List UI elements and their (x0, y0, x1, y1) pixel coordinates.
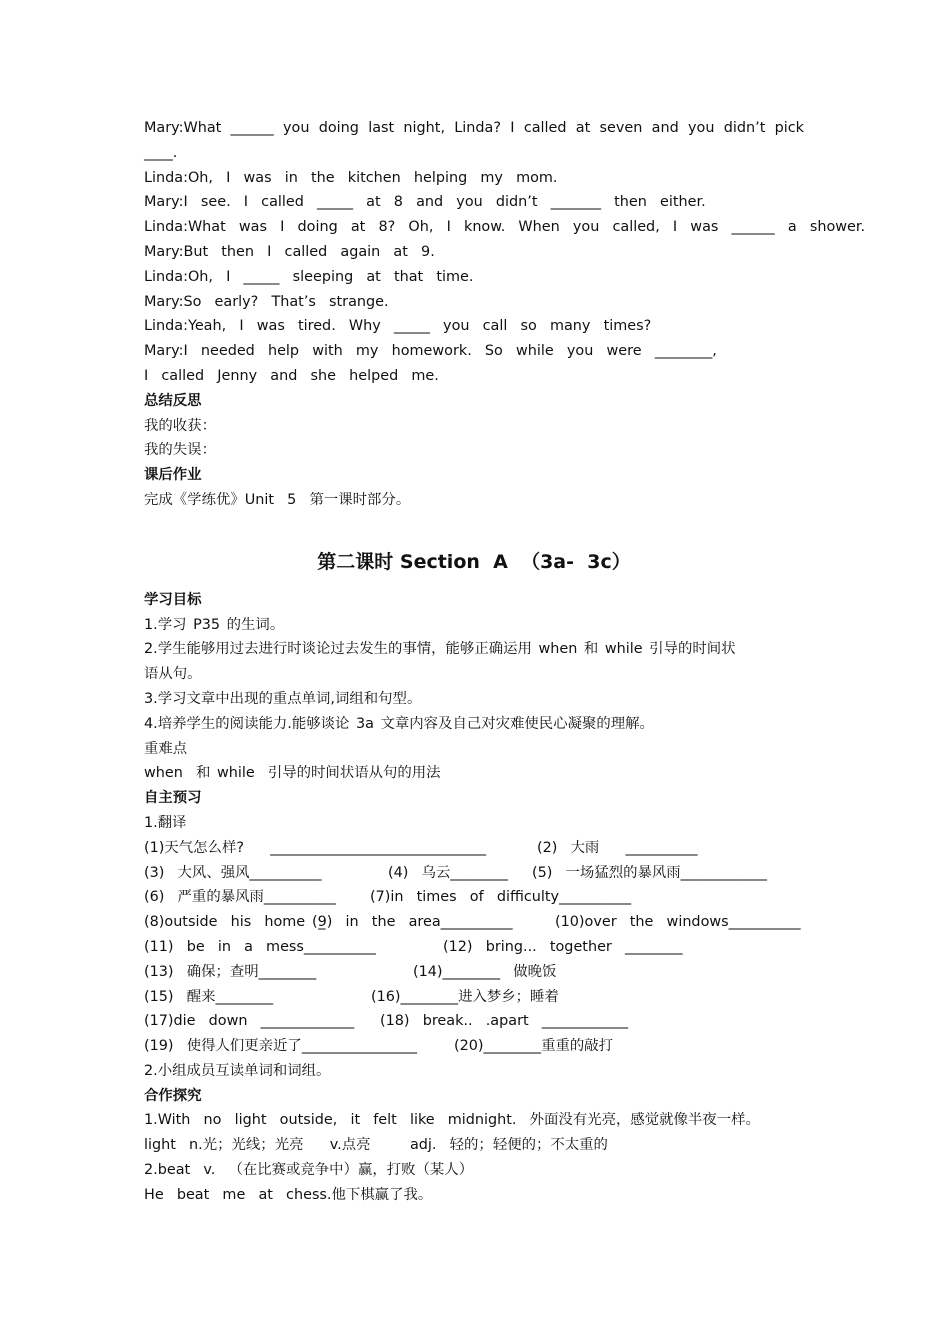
translation-item: (13) 确保；查明________ (144, 963, 317, 980)
preview-task: 2.小组成员互读单词和词组。 (144, 1062, 331, 1079)
translation-item: (8)outside his home _ (144, 914, 326, 931)
translation-row (144, 1034, 804, 1059)
translation-item: (5) 一场猛烈的暴风雨____________ (532, 864, 768, 881)
dialogue-line: Mary:So early? That’s strange. (144, 293, 389, 310)
translation-item: (20)________重重的敲打 (454, 1038, 614, 1055)
dialogue (144, 116, 866, 389)
dialogue-line: Mary:What ______ you doing last night, Linda? I called at seven and you didn’t pick (144, 120, 804, 136)
translation-row (144, 836, 804, 861)
translation-item: (7)in times of difficulty__________ (370, 889, 632, 906)
summary-heading: 总结反思 (144, 392, 202, 409)
explore-line: 2.beat v. （在比赛或竞争中）赢，打败（某人） (144, 1162, 474, 1179)
translation-row (144, 935, 804, 960)
translation-row (144, 985, 804, 1010)
dialogue-line: ____. (144, 144, 178, 161)
goal-item: 2.学生能够用过去进行时谈论过去发生的事情，能够正确运用 when 和 while 引导的时间状 (144, 641, 736, 658)
translation-row (144, 885, 804, 910)
translation-row (144, 861, 804, 886)
dialogue-line: Linda:Oh, I _____ sleeping at that time. (144, 268, 474, 285)
translation-item: (6) 严重的暴风雨__________ (144, 889, 336, 906)
translation-item: (4) 乌云________ (388, 864, 508, 881)
explore-line: He beat me at chess.他下棋赢了我。 (144, 1186, 433, 1203)
summary-mistake: 我的失误： (144, 442, 216, 459)
explore-heading: 合作探究 (144, 1087, 202, 1104)
translation-item: (1)天气怎么样? ______________________________ (144, 839, 487, 856)
homework-text: 完成《学练优》Unit 5 第一课时部分。 (144, 491, 411, 508)
translation-row (144, 1009, 804, 1034)
dialogue-line: Linda:What was I doing at 8? Oh, I know. When you called, I was ______ a shower. (144, 219, 866, 236)
document-page (144, 116, 866, 1208)
translation-item: (3) 大风、强风__________ (144, 864, 322, 881)
goal-item: 语从句。 (144, 666, 202, 683)
translation-item: (17)die down _____________ (144, 1013, 355, 1030)
goal-item: 3.学习文章中出现的重点单词,词组和句型。 (144, 690, 422, 707)
translation-item: (19) 使得人们更亲近了________________ (144, 1038, 417, 1055)
translation-row (144, 910, 804, 935)
translation-item: (12) bring... together ________ (443, 938, 683, 955)
summary-gain: 我的收获： (144, 417, 216, 434)
key-text: when 和 while 引导的时间状语从句的用法 (144, 765, 441, 782)
translation-item: (9) in the area__________ (312, 914, 513, 931)
key-heading: 重难点 (144, 740, 188, 757)
dialogue-line: Linda:Yeah, I was tired. Why _____ you call so many times? (144, 318, 652, 335)
translation-item: (15) 醒来________ (144, 988, 274, 1005)
dialogue-line: Mary:But then I called again at 9. (144, 243, 435, 260)
goal-item: 1.学习 P35 的生词。 (144, 616, 285, 633)
dialogue-line: Linda:Oh, I was in the kitchen helping my mom. (144, 169, 558, 186)
goal-item: 4.培养学生的阅读能力.能够谈论 3a 文章内容及自己对灾难使民心凝聚的理解。 (144, 715, 654, 732)
translation-item: (18) break.. .apart ____________ (380, 1013, 629, 1030)
preview-heading: 自主预习 (144, 790, 202, 807)
dialogue-line: Mary:I needed help with my homework. So while you were ________, (144, 343, 717, 360)
translation-item: (11) be in a mess__________ (144, 938, 376, 955)
goals-heading: 学习目标 (144, 591, 202, 608)
translation-item: (16)________进入梦乡；睡着 (371, 988, 559, 1005)
dialogue-line: Mary:I see. I called _____ at 8 and you didn’t _______ then either. (144, 194, 706, 211)
explore-line: light n.光；光线；光亮 v.点亮 adj. 轻的；轻便的；不太重的 (144, 1137, 608, 1154)
homework-heading: 课后作业 (144, 467, 202, 484)
translation-item: (2) 大雨 __________ (537, 839, 698, 856)
preview-subheading: 1.翻译 (144, 814, 187, 831)
translation-row (144, 960, 804, 985)
explore-line: 1.With no light outside, it felt like midnight. 外面没有光亮，感觉就像半夜一样。 (144, 1112, 760, 1129)
dialogue-line: I called Jenny and she helped me. (144, 367, 439, 384)
translation-item: (14)________ 做晚饭 (413, 963, 557, 980)
section-title: 第二课时 Section A （3a- 3c） (317, 550, 631, 573)
translation-item: (10)over the windows__________ (555, 914, 801, 931)
